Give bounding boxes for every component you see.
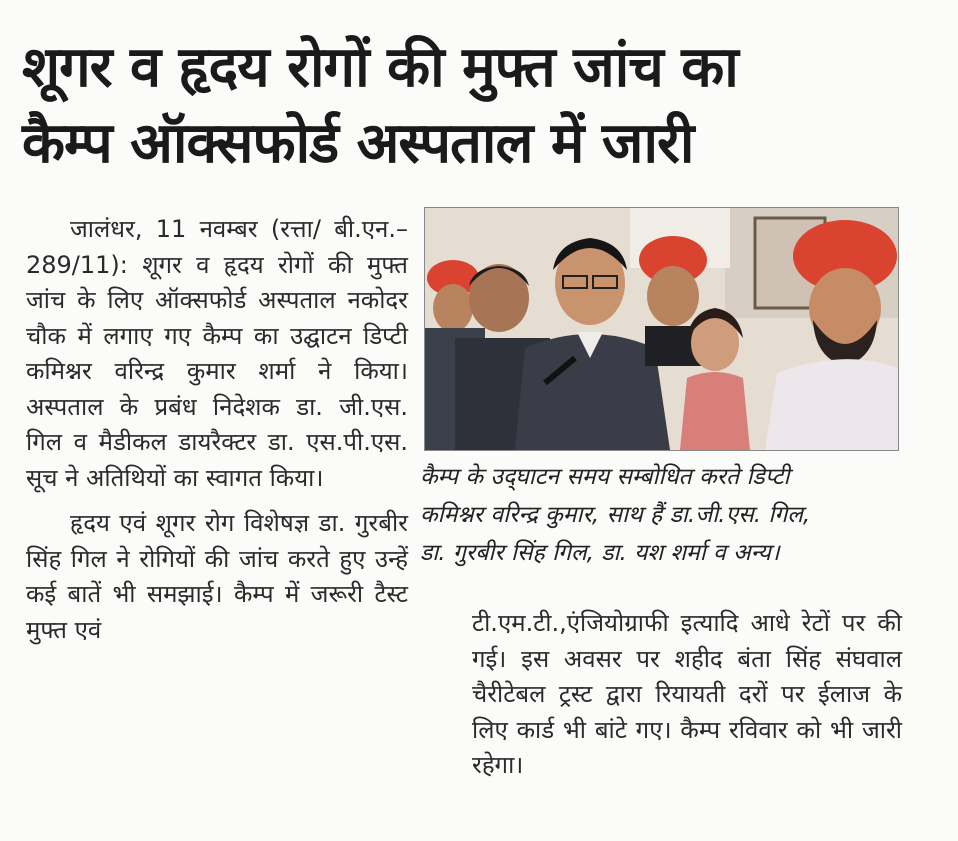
dateline: जालंधर, 11 नवम्बर (रत्ता/ बी.एन.–289/11): xyxy=(26,215,408,279)
headline xyxy=(22,30,942,182)
article-paragraph-1: शूगर व हृदय रोगों की मुफ्त जांच के लिए ऑक्सफोर्ड अस्पताल नकोदर चौक में लगाए गए कैम्प का उद्घाटन डिप्टी कमिश्नर वरिन्द्र कुमार शर्मा ने किया। अस्पताल के प्रबंध निदेशक डा. जी.एस. गिल व मैडीकल डायरैक्टर डा. एस.पी.एस. सूच ने अतिथियों का स्वागत किया। xyxy=(26,250,408,492)
photo-illustration xyxy=(425,208,898,450)
article-left-column xyxy=(26,212,408,648)
caption-line-3: डा. गुरबीर सिंह गिल, डा. यश शर्मा व अन्य। xyxy=(420,540,780,566)
headline-line-2: कैम्प ऑक्सफोर्ड अस्पताल में जारी xyxy=(22,111,694,176)
news-photo xyxy=(424,207,899,451)
article-right-column xyxy=(472,606,902,784)
article-paragraph-2: हृदय एवं शूगर रोग विशेषज्ञ डा. गुरबीर सिंह गिल ने रोगियों की जांच करते हुए उन्हें कई बातें भी समझाई। कैम्प में जरूरी टैस्ट मुफ्त एवं xyxy=(26,509,408,644)
caption-line-1: कैम्प के उद्‌घाटन समय सम्बोधित करते डिप्टी xyxy=(420,464,790,490)
article-paragraph-2-continued: टी.एम.टी.,एंजियोग्राफी इत्यादि आधे रेटों पर की गई। इस अवसर पर शहीद बंता सिंह संघवाल चैरीटेबल ट्रस्ट द्वारा रियायती दरों पर ईलाज के लिए कार्ड भी बांटे गए। कैम्प रविवार को भी जारी रहेगा। xyxy=(472,609,902,779)
headline-line-1: शूगर व हृदय रोगों की मुफ्त जांच का xyxy=(22,35,738,100)
photo-caption xyxy=(420,458,900,572)
caption-line-2: कमिश्नर वरिन्द्र कुमार, साथ हैं डा.जी.एस. गिल, xyxy=(420,502,811,528)
